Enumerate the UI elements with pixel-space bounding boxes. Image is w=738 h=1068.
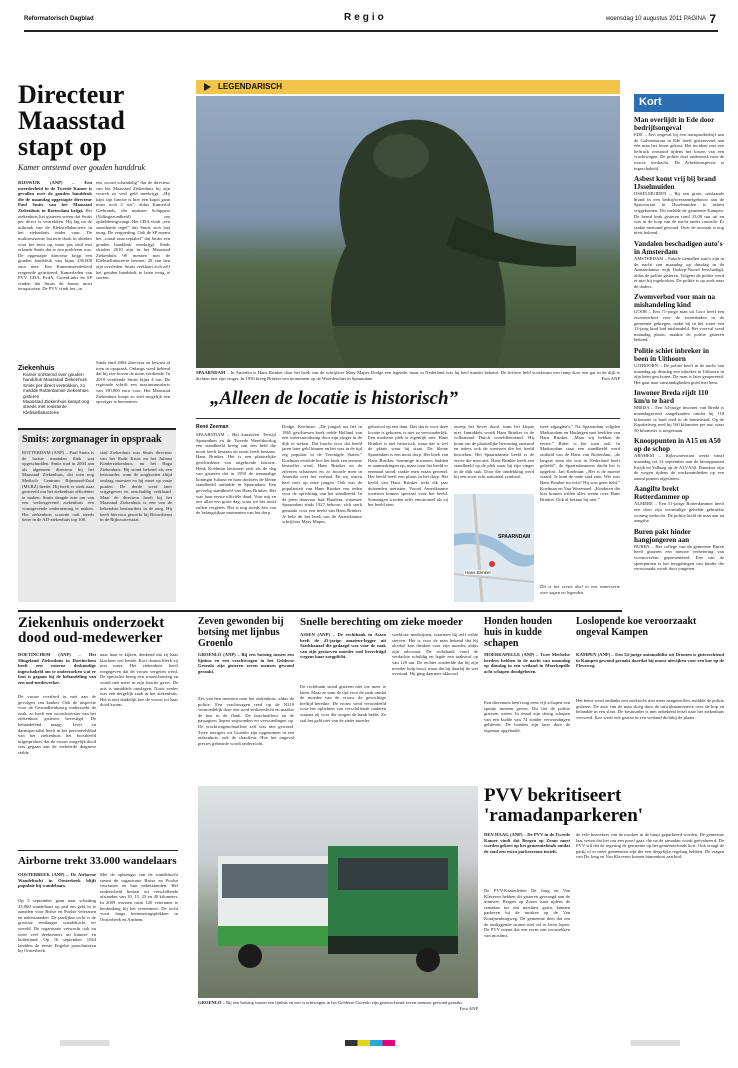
airborne-lead: OOSTERBEEK (ANP) – De Airborne Wandeltocht in Oosterbeek blijft populair bij wandelaars. (18, 872, 96, 889)
legend-photo-credit: Foto ANP (601, 375, 620, 381)
kort-item-text: BREDA – Een 34-jarige inwoner van Breda is maandagavond aangehouden omdat hij 110 kilometer te hard reed in de binnenstad. Op de Kapittelweg reed hij 160 kilometer per uur, waar 50 kilometer is toegestaan. (634, 405, 724, 433)
zorgmanager-col-2: stad Ziekenhuis was Smits directeur van het Rode Kruis en het Juliana Kinderziekenhuis, nu het Haga Ziekenhuis. Hij stond bekend als een bestuurder, want de zorgkosten altijd omlaag moesten en hij moet op vaste punten. De derde werd later vrijgegeven en onschuldig verklaard. Maar de directeur heeft bij het Maasstad Ziekenhuis is een van de bekendste bestuurders in de zorg. Hij heeft hiervoor gewerkt bij Bouwdienst in de Rijkswaterstaat. (100, 450, 172, 523)
kort-item (634, 240, 724, 290)
ziekenhuis-col-1: De vrouw overleed in mei aan de gevolgen van kanker. Ook de inspectie voor de Gezondheidszorg onderzoekt de zaak, zo heeft een woordvoerster van het ziekenhuis gisteren bevestigd. De behandelend maag-, lever en darmspecialist heeft in het personeelsblad van het ziekenhuis het borstbeeld uitgesproken, dat de vrouw mogelijk dood was gegaan aan de verkeerde diagnose stelde. (18, 694, 96, 755)
kort-item-headline: Knooppunten in A15 en A50 op de schop (634, 437, 721, 454)
lead-intro (18, 180, 92, 380)
kort-item-headline: Man overlijdt in Ede door bedrijfsongeval (634, 116, 715, 132)
ziekenhuis-lead: DOETINCHEM (ANP) – Het Slingeland Ziekenhuis in Doetinchem heeft een externe deskundige ingeschakeld om te onderzoeken wat er fout is gegaan bij de behandeling van een oud-medewerker. (18, 652, 96, 685)
zorgmanager-col-1: ROTTERDAM (ANP) – Paul Smits is de laatste maanden flink wat opgeschudden. Smits trad in 2004 aan als algemeen directeur bij het Maasstad Ziekenhuis, dat toen nog Medisch Centrum Rijnmond-Zuid (MCRZ) heette. Hij heeft er sterk naar gestreefd om het ziekenhuis efficiënter te maken. Smits daagde erin om van een verliesgevend ziekenhuis een winstgevende onderneming te maken. Het ziekenhuis scoorde ook steeds beter in de AD-ziekenhuis top 100. (22, 450, 94, 523)
map-marker-label: Hans Brinker (465, 570, 492, 575)
snelle-lead: ASSEN (ANP) – De rechtbank in Assen heeft de 43-jarige amateur-legger uit Stadskanaal die gedaagd was voor de zaak van zijn gestorven moeder snel berechtigd wegens haar zorgplicht. (300, 632, 386, 660)
lead-body-2: een woord schandalig” dat de directeur van het Maasstad Ziekenhuis bij zijn vertrek zo veel geld meekrijgt. „Hij kapt zijn functie is hier een kapot gaan maar toch 2 ton”, aldus Kamerlid Gerbrands, die minister Schippers (Volksgezondheid) om ophelderingvraagt. Het CDA vindt „een snoeiharde regel” dat Smits zich laat terug. De vergoeding. Ook de SP noemt het „totaal onacceptabel” dat Smits een gouden handdruk meekrijgt. Sinds oktober 2010 zijn in het Maasstad Ziekenhuis 98 mensen met de Klebsiellabacterie besmet; 28 van hen zijn overleden. Smits verklaart zich zelf het gouden handdruk te laten terug te storten. (96, 180, 170, 281)
statue-illustration (196, 96, 620, 368)
legend-caption-place: SPAARNDAM (196, 370, 226, 375)
kort-item-text: IJSSELMUIDEN – Bij een grote, uitslaande brand in een bedrijfsverzamelgebouw aan de Spoorstraat in IJsselmuiden is asbest vrijgekomen. Dit meldde de gemeente Kampen. De brand brak gisteren rond 23.00 uur uit en was in de loop van de nacht onder controle. Er raakte niemand gewond. Over de oorzaak is nog niets bekend. (634, 191, 724, 236)
pvv-col-1: De PVV-Kamerleden De Jong en Van Klaveren hebben dit gisteren gevraagd aan de minister. Bergen op Zoom staat tijdens de ramadan toe dat moslims gratis kunnen parkeren bij de moskee op de Van Konijnenburgweg. De gemeente doet dat om de omliggende straten niet vol te laten lopen. De PVV noemt dat een vorm van voortrekken van moslims. (484, 888, 570, 938)
legend-col-5: twee zijpagina's.” Na Spaarndam volgden Madurodam en Harlingen met beelden van Hans Brinker. „Maar wij hebben de eerste.” Bitter is het toen ook. In Madurodam staat een standbeeld werd onthuld van de Hans van Rotterdam, „de langste stem die ooit in Nederland heeft geleefd”, de Spaarndammers dacht het is opgelost. Jan Koelman: „Het is de moeite waard. Je kunt de oude stad zien. Wie was Hans Brinker nu echt? Hij was geen held.” Koelman en Van Wezemael: „Kinderen die hier komen willen alles weten over Hans Brinker. Ook al bestaat hij niet.” (540, 424, 620, 502)
groenlo-body: Zes van hen moesten naar het ziekenhuis, aldus de politie. Een vrachtwagen reed op de N319 vermoedelijk door een rood verkeerslicht en maakte de bus in de flank. De buschauffeur en de passagiers liepen snijwonden en verwondingen op. De vrachtwagenchauffeur zelf was niet gewond. Twee reizigers uit Groenlo zijn opgenomen in een ziekenhuis, ook de chauffeur. Hoe het ongeval precies gebeurde wordt onderzocht. (198, 696, 294, 746)
crash-photo-credit: Foto ANP (459, 1005, 478, 1011)
kort-item (634, 116, 724, 171)
airborne-rule (18, 850, 178, 851)
crash-caption-place: GROENLO (198, 1000, 222, 1005)
kort-item (634, 293, 724, 343)
lead-byline: RIJSWIJK (ANP) – Een meerderheid in de Tweede Kamer is gevallen over de gouden handdruk die de maandag opgestapte directeur Paul Smits van het Maasstad Ziekenhuis in Rotterdam krijgt. (18, 180, 92, 213)
kort-label: Kort (639, 96, 662, 108)
page-number: 7 (709, 12, 716, 26)
honden-lead: MOERKAPELLE (ANP) – Twee Mechelse herders hebben in de nacht van maandag op dinsdag in een weiland in Moerkapelle acht schapen doodgebeten. (484, 652, 570, 674)
kort-item-text: UITHOORN – De politie heeft in de nacht van maandag op dinsdag een inbreker in Uithoorn in zijn been geschoten. De man is later geopereerd. Het gaat naar omstandigheden goed met hem. (634, 363, 724, 385)
snelle-headline: Snelle berechting om zieke moeder (300, 616, 463, 628)
airborne-col-1: Op 3 september gaan naar schatting 33.000 wandelaars op pad om geld in te zamelen voor Britse en Poolse veteranen en nabestaanden. De jaarlijkse tocht is de grootste eendaagse wandeltocht ter wereld. De organisatie verwacht ook nu weer veel deelnemers uit binnen- en buitenland. Op 16 september 1944 landden de eerste Engelse parachutisten bij Oosterbeek. (18, 898, 96, 954)
legend-photo-caption (196, 370, 620, 386)
infobox-item: Smits per direct vertrokken, zo meldde Rotterdamse ziekenhuis gisteren (23, 382, 89, 399)
infobox-item: Kamer ontstemd over gouden handdruk Maasstad Ziekenhuis (23, 372, 87, 383)
map-place-label: SPAARNDAM (498, 534, 531, 540)
kort-item (634, 389, 724, 433)
kort-item-headline: Inwoner Breda rijdt 110 km/u te hard (634, 389, 709, 406)
crash-illustration (198, 786, 478, 998)
koe-headline: Loslopende koe veroorzaakt ongeval Kampen (576, 616, 697, 638)
kort-item-headline: Aangifte brekt Rotterdammer op (634, 485, 690, 502)
lower-section-rule (18, 610, 622, 612)
legend-col-3: gebouwd op een dam. Dus dat er voor deze locatie is gekozen, is niet zo verwonderlijk. Een moderne plek is eigenlijk niet. Hans Brinker is niet historisch, maar dat is wel de plaats waar hij staat. De kleine Spaarndam is een mooi dorp. Het boek van Hans Brinker. Sommige inwoners hadden er aanmerkingen op, maar toen het beeld er eenmaal stond, raakte men eraan gewend. Het beeld heeft een plaats in het dorp. Het beeld van Hans Brinker trekt elk jaar duizenden toeristen. Vooral Amerikaanse toeristen komen speciaal voor het beeld. Sommigen worden zelfs emotioneel als zij het beeld zien. (368, 424, 448, 508)
kort-item (634, 437, 724, 481)
honden-body: Een dierenarts heeft nog eens vijf schapen een spuitje moeten geven. Dit liet de politie gisteren weten. In totaal zijn dertig schapen van een kudde van 74 zonder verwondingen gebleven. De honden zijn later door de eigenaar opgehaald. (484, 700, 570, 733)
brinker-statue-photo (196, 96, 620, 368)
kort-item-text: EDE – Een ongeval bij een transportbedrijf aan de Galvanistraat in Ede heeft gisteravond aan één man het leven gekost. Het incident met een heftruck ontstond tijdens het lossen van een vrachtwagen. De politie doet onderzoek naar de exacte toedracht. De Arbeidsinspectie is ingeschakeld. (634, 132, 724, 171)
smits-infobox (18, 365, 94, 421)
crash-photo-caption (198, 1000, 478, 1016)
honden-headline: Honden houden huis in kudde schapen (484, 616, 553, 649)
page-header (24, 12, 724, 28)
kort-item-text: ALMERE – Een 51-jarige Rotterdammer heeft een door zijn voormalige geliefde gebruikte woning verkocht. De politie hield de man aan na aangifte. (634, 501, 724, 524)
zorgmanager-rule (18, 428, 176, 430)
crash-caption-text: – Bij een botsing tussen een lijnbus en een vrachtwagen in het Gelderse Groenlo zijn gisterochtend zeven mensen gewond geraakt. (222, 1000, 463, 1005)
kort-item (634, 347, 724, 385)
kort-item-headline: Buren pakt hinder hangjongeren aan (634, 527, 691, 544)
spaarndam-map (454, 494, 534, 602)
zorgmanager-headline: Smits: zorgmanager in opspraak (22, 434, 162, 445)
legend-quote-headline: „Alleen de locatie is historisch” (210, 388, 459, 409)
kort-item-text: AMSTERDAM – Enkele tientallen auto's zijn in de nacht van maandag op dinsdag in de Amsterdamse wijk Osdorp-Noord beschadigd, aldus de politie gisteren. Volgens de politie werd er niet bij ingebroken. De politie is op zoek naar de daders. (634, 255, 724, 289)
koe-lead: KAMPEN (ANP) – Een 54-jarige automobilist uit Dronten is gisterochtend in Kampen gewond geraakt doordat hij moest uitwijken voor een koe op de Flevoweg. (576, 652, 724, 669)
legend-col-2: Dodge. Koelman: „De jongen uit het in 1865 geschreven boek redde Holland van een watersnoodramp door zijn vinger in de dijk te steken. Dat bracht voor dat beeld jaren later geld binnen en het was in de tijd erg populair in de Verenigde Staten.” Koelman vertelde hoe het boek een enorme bestseller werd. Hans Brinker en de zilveren schaatsen en zo hoorde men in Amerika over het verhaal. En wij waren heel trots op onze jongen. Ook was de populariteit van Hans Brinker een reden voor de oprichting van het standbeeld. In de jaren daarvoor had Haarlem, waarmee Spaarndam sinds 1927 behoort, zich sterk gemaakt voor een beeld van Hans Brinker. Je hebt dit het boek van de Amerikaanse schrijfster Mary Mapes. (282, 424, 362, 525)
kort-item-headline: Vandalen beschadigen auto's in Amsterdam (634, 239, 723, 256)
kort-item (634, 528, 724, 572)
infobox-title: Ziekenhuis (18, 365, 55, 372)
map-graphic (454, 494, 534, 602)
koe-body: Het beest werd ondanks een zoektocht niet meer aangetroffen, meldde de politie gisteren. De auto van de man sloeg door de uitwijkmanoeuvre over de kop en belandde in een sloot. De bestuurder is met onbekend letsel naar het ziekenhuis vervoerd. Koe werd ook gezien in een weiland dichtbij de plaats. (576, 698, 724, 720)
airborne-headline: Airborne trekt 33.000 wandelaars (18, 855, 177, 867)
header-paper-name: Reformatorisch Dagblad (24, 16, 94, 22)
ziekenhuis-col-2: naar haar te kijken, denkend dat zij haar klachten wel kende. Kort daarna bleek zij niet meer. Het ziekenhuis heeft toegegeven dat de vrouw vergeten werd. De specialist kreeg een waarschuwing en wordt niet meer in zijn functie gezet. De arts is inmiddels ontslagen. Nooit eerder was een dergelijk zaak in het ziekenhuis. Het is niet duidelijk hoe de vrouw tot haar dood kwam. (100, 652, 178, 708)
lead-subhead: Kamer ontstemd over gouden handdruk (18, 163, 146, 172)
pvv-lead: DEN HAAG (ANP) – De PVV in de Tweede Kamer vindt dat Bergen op Zoom moet worden gekort op het gemeentefonds omdat de stad een extra parkeerzone instelt. (484, 832, 570, 854)
legend-author: René Zeeman (196, 424, 229, 430)
airborne-col-2: Met de opbrengst van de wandeltocht steunt de organisatie Britse en Poolse veteranen en hun nabestaanden. Het onderscheid bestaat uit verschillende afstanden van 10, 15, 25 en 40 kilometer. In 2009 wonnen ruim 120 veteranen te herdenking bij het evenement. De tocht voert langs herinneringsplekken in Oosterbeek en Arnhem. (100, 872, 178, 922)
kort-item-headline: Zwemverbod voor man na mishandeling kind (634, 293, 716, 310)
legend-col-4: zweeg het liever dood, want het klopte niet. Inmiddels wordt Hans Brinker in de volksmond Dutch wereldberoemd. Hij komt om de plaatselijke bewoning omarmd en ieders ook de toeristen die het beeld bezoeken. Het Spaarndamse beeld is de eerste die men ziet. Hans Brinker heeft een standbeeld op de plek waar hij zijn vinger in de dijk stak. Door die ontdekking werd hij een soort echt nationaal symbool. (454, 424, 534, 480)
kort-item (634, 175, 724, 236)
legend-col-1: SPAARNDAM – Het kunstelen. Terwijl Spaarndam en de Tweede Wereldoorlog een standbeeld kreeg van een held die nooit heeft bestaan en nooit heeft bestaan. Hans Brinker. Het is een plaatselijke geschiedenis van uitgebreide historie. Henk Koelman herinnert zich als de dag van gisteren dat in 1950 de toenmalige koningin Juliana en haar dochters de kleine standbeeld onthulde in Spaarndam. Een gevoelig standbeeld van Hans Brinker. Het was haar eerste officiële daad. Voor mij en ons allen een grote dag, waar we het nooit zullen vergeten. Het is nog steeds één van de belangrijkste momenten van het dorp. (196, 432, 276, 516)
kort-item (634, 485, 724, 523)
header-rule (24, 30, 718, 32)
kort-item-text: BUREN – Het college van de gemeente Buren heeft gisteren een nieuwe verbetering van woonoverlast gepresenteerd. Een van de speerpunten is het terugdringen van hinder die veroorzaakt wordt door jongeren. (634, 543, 724, 572)
print-registration-bar (60, 1040, 680, 1046)
zorgmanager-box (18, 428, 176, 602)
lead-body-3: Sinds eind 2004 directeur en bewust al toen in opspraak. Onlangs werd bekend dat hij vier boven de norm verdiende. In 2010 verdiende Smits bijna 4 ton. De regionale schrift een maximumsalaris van 190.000 euro voor. Het Maasstad Ziekenhuis hoopt zo snel mogelijk een opvolger te benoemen. (96, 360, 170, 405)
groenlo-headline: Zeven gewonden bij botsing met lijnbus Groenlo (198, 616, 284, 649)
groenlo-crash-photo (198, 786, 478, 998)
lead-headline: Directeur Maasstad stapt op (18, 80, 125, 161)
legend-caption-text: – In Amerika is Hans Brinker door het boek van de schrijfster Mary Mapes Dodge een legende, maar in Nederland was hij heel minder bekend. De fictieve held voorkwam een ramp door een gat in de dijk te dichten met zijn vinger. In 1950 kreeg Brinker een monument op de Woerdersluis in Spaarndam. (196, 370, 620, 381)
header-section: Regio (344, 12, 387, 23)
kort-item-text: ARNHEM – Rijkswaterstaat werkt vanaf maandag tot 14 september aan de knooppunten Ewijk en Valburg op de A15/A50. Daardoor zijn de wegen tijdens de werkzaamheden op een aantal punten afgesloten. (634, 453, 724, 481)
kort-banner (634, 94, 724, 112)
legend-divider (196, 418, 620, 419)
header-date: woensdag 10 augustus 2011 PAGINA (605, 16, 706, 22)
legend-label: LEGENDARISCH (218, 82, 283, 91)
infobox-item: Maasstad Ziekenhuis kampt nog steeds met resistente Klebsiellabacterie (23, 399, 90, 415)
legend-section-header (196, 80, 620, 94)
pvv-col-2: de vele bezoekers van de moskee in de buurt geparkeerd worden. De gemeente laat weten dat het om een proef gaat, die na de ramadan wordt geëvalueerd. De PVV wil dat de regering de gemeente op het gemeentefonds kort. Ook vraagt de partij of er meer gemeenten zijn die een dergelijke regeling hebben. De vragen van De Jong en Van Klaveren komen binnenkort aan bod. (576, 832, 724, 860)
ziekenhuis-headline: Ziekenhuis onderzoekt dood oud-medewerker (18, 615, 165, 646)
pvv-headline: PVV bekritiseert 'ramadanparkeren' (484, 785, 644, 826)
snelle-col-1: De rechtbank stond gisteren niet toe meer te laten. Maar ze nam de tijd voor de zaak omdat de moeder van de vrouw de gewichtige leeftijd bereikte. De vrouw werd veroordeeld voor het oplichten van verschillende ouderen waarna zij voor die zorgen de bank belde. Ze stal het geld niet van de zieke moeder. (300, 684, 386, 723)
kort-item-headline: Politie schiet inbreker in been in Uithoorn (634, 347, 709, 364)
snelle-col-2: werkloze medicijnen, waarmee hij zelf wilde sterven. Het is voor de man bekend dat hij alcohol kon drinken voor zijn moeder, aldus zijn advocaat. De rechtbank vond de verdachte schuldig en legde een taakstraf op van 120 uur. De rechter oordeelde dat hij zijn moeder hulp bood, maar dat hij daarbij de wet overtrad. Hij ging daarmee akkoord. (392, 632, 478, 677)
lead-body-1: Het ziekenhuis liet gisteren weten dat Smits per direct is vertrokken. Hij lag na de uitbraak van de Klebsiellabacterie in het ziekenhuis onder vuur. De multiresistente bacterie dook in oktober voor het eerst op, maar pas eind mei erkende Smits dat er een probleem was. De opgestapte directeur krijgt een gouden handdruk van bijna 236.000 euro mee. Een Kamermeerderheid reageerde geïrriteerd. Kamerleden van PVV, CDA, PvdA, GroenLinks en SP vinden dat Smits de bonus moet terugstorten. De PVV vindt het „in (18, 207, 92, 292)
groenlo-lead: GROENLO (ANP) – Bij een botsing tussen een lijnbus en een vrachtwagen in het Gelderse Groenlo zijn gisteren zeven mensen gewond geraakt. (198, 652, 294, 674)
legend-marker-icon (204, 83, 211, 91)
kort-item-text: GOOR – Een 71-jarige man uit Goor heeft een zwemverbod voor de zwembaden in de gemeente gekregen, nadat hij in het water een 13-jarig kind had mishandeld. Het voorval vond maandag plaats, maakte de politie gisteren bekend. (634, 309, 724, 343)
legend-tail-note: Dit is het eerste deel in een zomerserie over sagen en legenden. (540, 584, 620, 595)
kort-item-headline: Asbest komt vrij bij brand IJsselmuiden (634, 175, 716, 192)
